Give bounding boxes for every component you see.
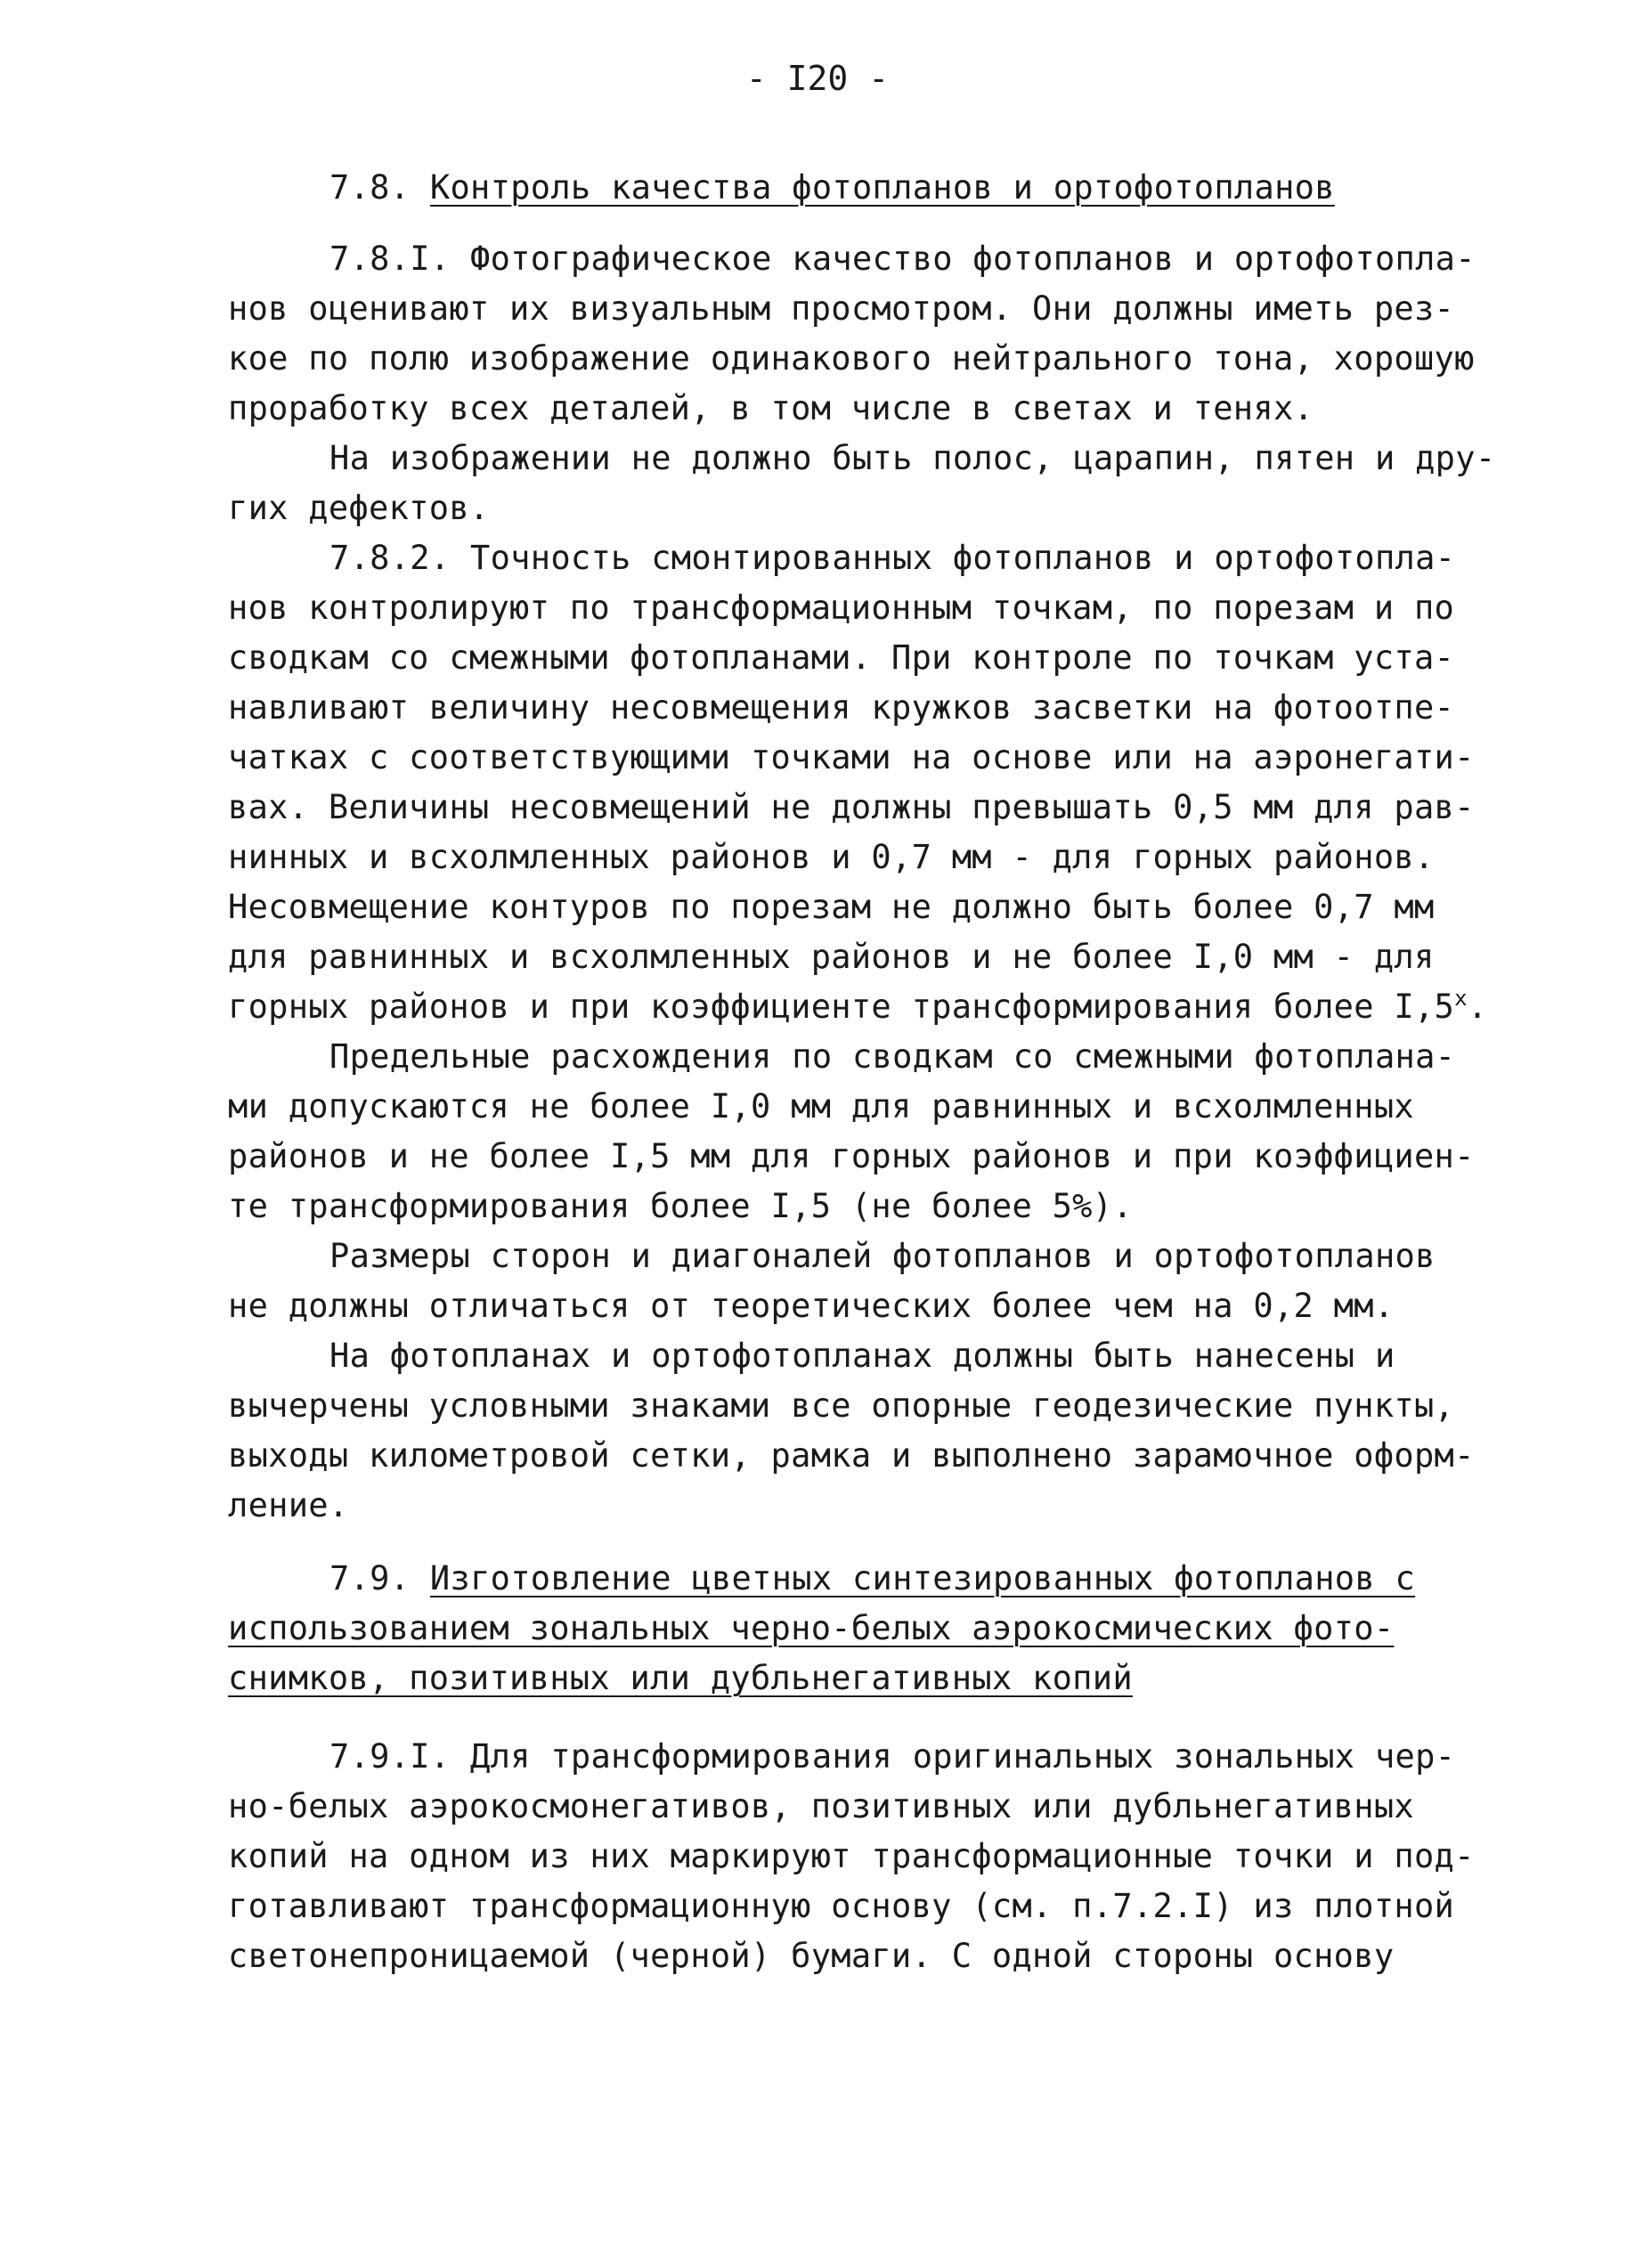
- paragraph-line: нов контролируют по трансформационным точкам, по порезам и по: [228, 589, 1455, 627]
- heading-number: 7.8.: [329, 168, 411, 207]
- paragraph-line: те трансформирования более I,5 (не более 5%).: [228, 1187, 1133, 1225]
- heading-number: 7.9.: [329, 1559, 411, 1597]
- paragraph-line: ление.: [228, 1486, 349, 1524]
- paragraph-line: Размеры сторон и диагоналей фотопланов и ортофотопланов: [329, 1237, 1436, 1275]
- paragraph-line: 7.9.I. Для трансформирования оригинальных зональных чер-: [329, 1737, 1456, 1776]
- paragraph-line: но-белых аэрокосмонегативов, позитивных или дубльнегативных: [228, 1787, 1414, 1825]
- paragraph-line: кое по полю изображение одинакового нейтрального тона, хорошую: [228, 339, 1475, 378]
- footnote-mark: x: [1454, 986, 1468, 1011]
- paragraph-line: На изображении не должно быть полос, царапин, пятен и дру-: [329, 439, 1496, 477]
- paragraph-line: нов оценивают их визуальным просмотром. Они должны иметь рез-: [228, 289, 1455, 328]
- paragraph-line: Предельные расхождения по сводкам со смежными фотоплана-: [329, 1037, 1456, 1076]
- paragraph-line: вах. Величины несовмещений не должны превышать 0,5 мм для рав-: [228, 788, 1475, 826]
- paragraph-line: навливают величину несовмещения кружков засветки на фотоотпе-: [228, 688, 1455, 727]
- paragraph-end: .: [1467, 988, 1488, 1026]
- heading-title-line: Изготовление цветных синтезированных фотопланов с: [429, 1559, 1416, 1597]
- paragraph-line: 7.8.I. Фотографическое качество фотопланов и ортофотопла-: [329, 240, 1476, 278]
- paragraph-line: готавливают трансформационную основу (см. п.7.2.I) из плотной: [228, 1887, 1455, 1925]
- section-heading-7-9: [329, 1554, 1415, 1604]
- page-number: - I20 -: [745, 59, 890, 98]
- section-heading-7-8: [329, 163, 1335, 213]
- paragraph-line: Несовмещение контуров по порезам не должно быть более 0,7 мм: [228, 888, 1435, 926]
- section-heading-7-9-line: [228, 1654, 1133, 1703]
- paragraph-line: для равнинных и всхолмленных районов и не более I,0 мм - для: [228, 938, 1435, 976]
- paragraph-text: горных районов и при коэффициенте трансформирования более I,5: [228, 988, 1455, 1026]
- paragraph-line: нинных и всхолмленных районов и 0,7 мм - для горных районов.: [228, 838, 1435, 876]
- paragraph-line: районов и не более I,5 мм для горных районов и при коэффициен-: [228, 1137, 1475, 1175]
- paragraph-line: сводкам со смежными фотопланами. При контроле по точкам уста-: [228, 638, 1455, 677]
- section-heading-7-9-line: [228, 1604, 1394, 1654]
- paragraph-line: проработку всех деталей, в том числе в светах и тенях.: [228, 389, 1314, 427]
- heading-title-line: снимков, позитивных или дубльнегативных копий: [228, 1659, 1133, 1697]
- paragraph-line: ми допускаются не более I,0 мм для равнинных и всхолмленных: [228, 1087, 1414, 1126]
- heading-title-line: использованием зональных черно-белых аэрокосмических фото-: [228, 1609, 1395, 1647]
- paragraph-line: вычерчены условными знаками все опорные геодезические пункты,: [228, 1386, 1455, 1425]
- paragraph-line: На фотопланах и ортофотопланах должны быть нанесены и: [329, 1337, 1395, 1375]
- paragraph-line: 7.8.2. Точность смонтированных фотопланов и ортофотопла-: [329, 539, 1456, 577]
- paragraph-line: [228, 982, 1487, 1032]
- paragraph-line: светонепроницаемой (черной) бумаги. С одной стороны основу: [228, 1937, 1395, 1975]
- paragraph-line: выходы километровой сетки, рамка и выполнено зарамочное оформ-: [228, 1436, 1475, 1475]
- paragraph-line: чатках с соответствующими точками на основе или на аэронегати-: [228, 738, 1475, 776]
- heading-title: Контроль качества фотопланов и ортофотопланов: [429, 168, 1335, 207]
- paragraph-line: копий на одном из них маркируют трансформационные точки и под-: [228, 1837, 1475, 1875]
- paragraph-line: не должны отличаться от теоретических более чем на 0,2 мм.: [228, 1287, 1395, 1325]
- paragraph-line: гих дефектов.: [228, 489, 490, 527]
